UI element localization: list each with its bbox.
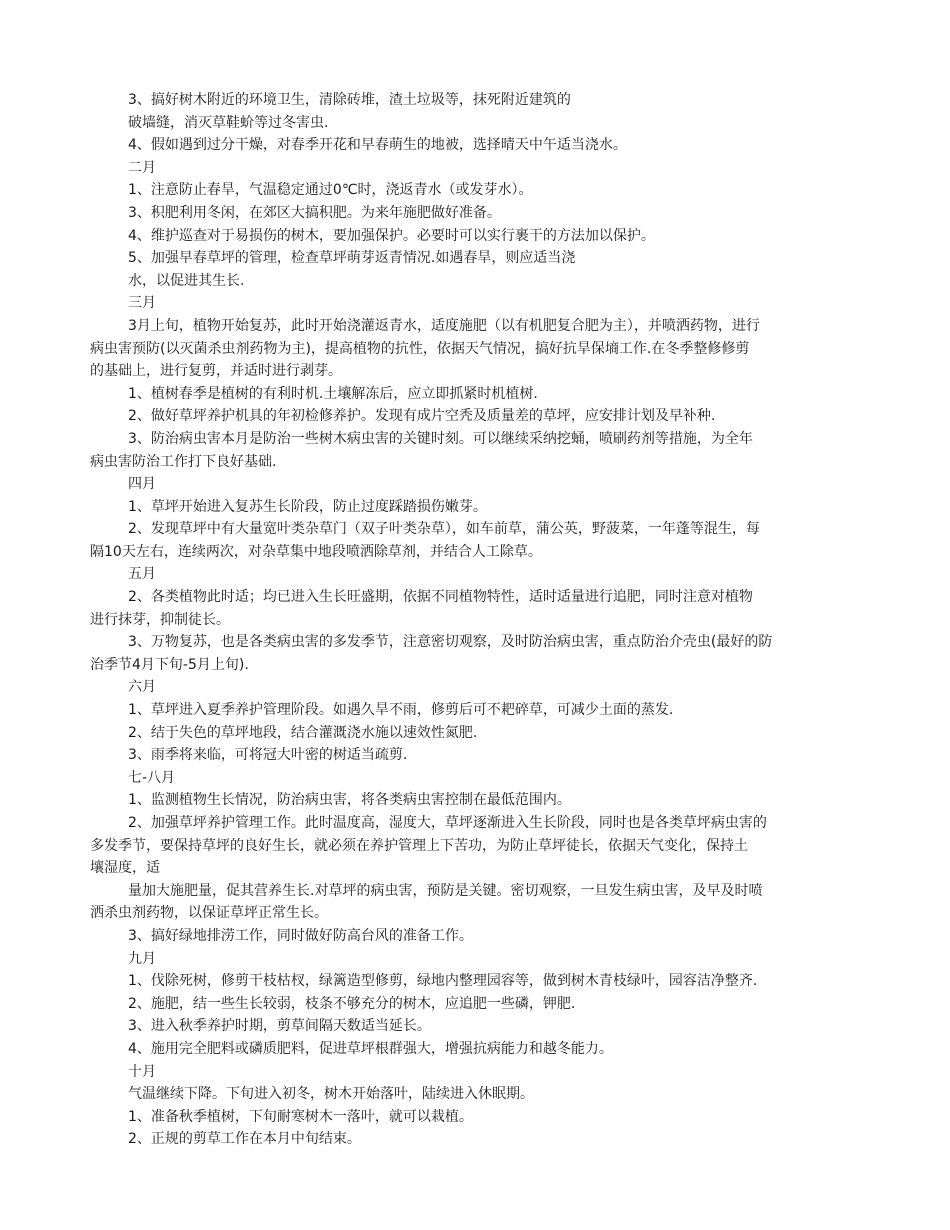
text-line: 3、雨季将来临，可将冠大叶密的树适当疏剪. xyxy=(128,747,408,764)
text-line: 壤湿度，适 xyxy=(90,860,160,877)
text-line: 病虫害预防(以灭菌杀虫剂药物为主)，提高植物的抗性，依据天气情况，搞好抗旱保墒工作.在冬季整修修剪 xyxy=(90,340,750,357)
text-line: 1、注意防止春旱，气温稳定通过0℃时，浇返青水（或发芽水）。 xyxy=(128,182,533,199)
text-line: 十月 xyxy=(128,1063,156,1080)
text-line: 的基础上，进行复剪，并适时进行剥芽。 xyxy=(90,363,342,380)
text-line: 1、植树春季是植树的有利时机.土壤解冻后，应立即抓紧时机植树. xyxy=(128,385,538,402)
text-line: 3、搞好绿地排涝工作，同时做好防高台风的准备工作。 xyxy=(128,927,473,944)
text-line: 破墙缝，消灭草鞋蚧等过冬害虫. xyxy=(128,114,329,131)
text-line: 1、伐除死树，修剪干枝枯杈，绿篱造型修剪，绿地内整理园容等，做到树木青枝绿叶，园容洁净整齐. xyxy=(128,973,758,990)
text-line: 1、监测植物生长情况，防治病虫害，将各类病虫害控制在最低范围内。 xyxy=(128,792,571,809)
text-line: 2、施肥，结一些生长较弱，枝条不够充分的树木，应追肥一些磷，钾肥. xyxy=(128,995,576,1012)
text-line: 2、各类植物此时适；均已进入生长旺盛期，依据不同植物特性，适时适量进行追肥，同时注意对植物 xyxy=(128,589,753,606)
text-line: 4、施用完全肥料或磷质肥料，促进草坪根群强大，增强抗病能力和越冬能力。 xyxy=(128,1040,613,1057)
text-line: 4、维护巡查对于易损伤的树木，要加强保护。必要时可以实行裹干的方法加以保护。 xyxy=(128,227,655,244)
text-line: 多发季节，要保持草坪的良好生长，就必须在养护管理上下苦功，为防止草坪徒长，依据天气变化，保持土 xyxy=(90,837,748,854)
text-line: 4、假如遇到过分干燥，对春季开花和早春萌生的地被，选择晴天中午适当浇水。 xyxy=(128,137,627,154)
text-line: 四月 xyxy=(128,476,156,493)
text-line: 五月 xyxy=(128,566,156,583)
text-line: 3、防治病虫害本月是防治一些树木病虫害的关键时刻。可以继续采纳挖蛹，喷刷药剂等措施，为全年 xyxy=(128,430,753,447)
text-line: 3、积肥利用冬闲，在郊区大搞积肥。为来年施肥做好准备。 xyxy=(128,204,501,221)
text-line: 三月 xyxy=(128,295,156,312)
text-line: 进行抹芽，抑制徒长。 xyxy=(90,611,230,628)
text-line: 2、做好草坪养护机具的年初检修养护。发现有成片空秃及质量差的草坪，应安排计划及早补种. xyxy=(128,408,716,425)
text-line: 七-八月 xyxy=(128,769,176,786)
text-line: 量加大施肥量，促其营养生长.对草坪的病虫害，预防是关键。密切观察，一旦发生病虫害，及早及时喷 xyxy=(128,882,763,899)
text-line: 二月 xyxy=(128,159,156,176)
text-line: 1、草坪进入夏季养护管理阶段。如遇久旱不雨，修剪后可不耙碎草，可减少土面的蒸发. xyxy=(128,702,674,719)
document-body xyxy=(90,89,860,1151)
text-line: 隔10天左右，连续两次，对杂草集中地段喷洒除草剂，并结合人工除草。 xyxy=(90,543,542,560)
text-line: 治季节4月下旬-5月上旬). xyxy=(90,656,249,673)
text-line: 2、结于失色的草坪地段，结合灌溉浇水施以速效性氮肥. xyxy=(128,724,478,741)
text-line: 病虫害防治工作打下良好基础. xyxy=(90,453,277,470)
text-line: 2、发现草坪中有大量宽叶类杂草门（双子叶类杂草），如车前草，蒲公英，野菠菜，一年蓬等混生，每 xyxy=(128,521,760,538)
text-line: 六月 xyxy=(128,679,156,696)
text-line: 1、准备秋季植树，下旬耐寒树木一落叶，就可以栽植。 xyxy=(128,1108,473,1125)
text-line: 九月 xyxy=(128,950,156,967)
text-line: 洒杀虫剂药物，以保证草坪正常生长。 xyxy=(90,905,328,922)
text-line: 2、正规的剪草工作在本月中旬结束。 xyxy=(128,1131,361,1148)
text-line: 3、搞好树木附近的环境卫生，清除砖堆，渣土垃圾等，抹死附近建筑的 xyxy=(128,92,571,108)
text-line: 水，以促进其生长. xyxy=(128,272,245,289)
text-line: 5、加强早春草坪的管理，检查草坪萌芽返青情况.如遇春旱，则应适当浇 xyxy=(128,250,576,267)
text-line: 3月上旬，植物开始复苏，此时开始浇灌返青水，适度施肥（以有机肥复合肥为主），并喷洒药物，进行 xyxy=(128,317,760,334)
text-line: 2、加强草坪养护管理工作。此时温度高，湿度大，草坪逐渐进入生长阶段，同时也是各类草坪病虫害的 xyxy=(128,815,767,831)
text-line: 1、草坪开始进入复苏生长阶段，防止过度踩踏损伤嫩芽。 xyxy=(128,498,487,515)
text-line: 气温继续下降。下旬进入初冬，树木开始落叶，陆续进入休眠期。 xyxy=(128,1086,534,1103)
text-line: 3、进入秋季养护时期，剪草间隔天数适当延长。 xyxy=(128,1018,431,1035)
text-line: 3、万物复苏，也是各类病虫害的多发季节，注意密切观察，及时防治病虫害，重点防治介壳虫(最好的防 xyxy=(128,634,773,651)
